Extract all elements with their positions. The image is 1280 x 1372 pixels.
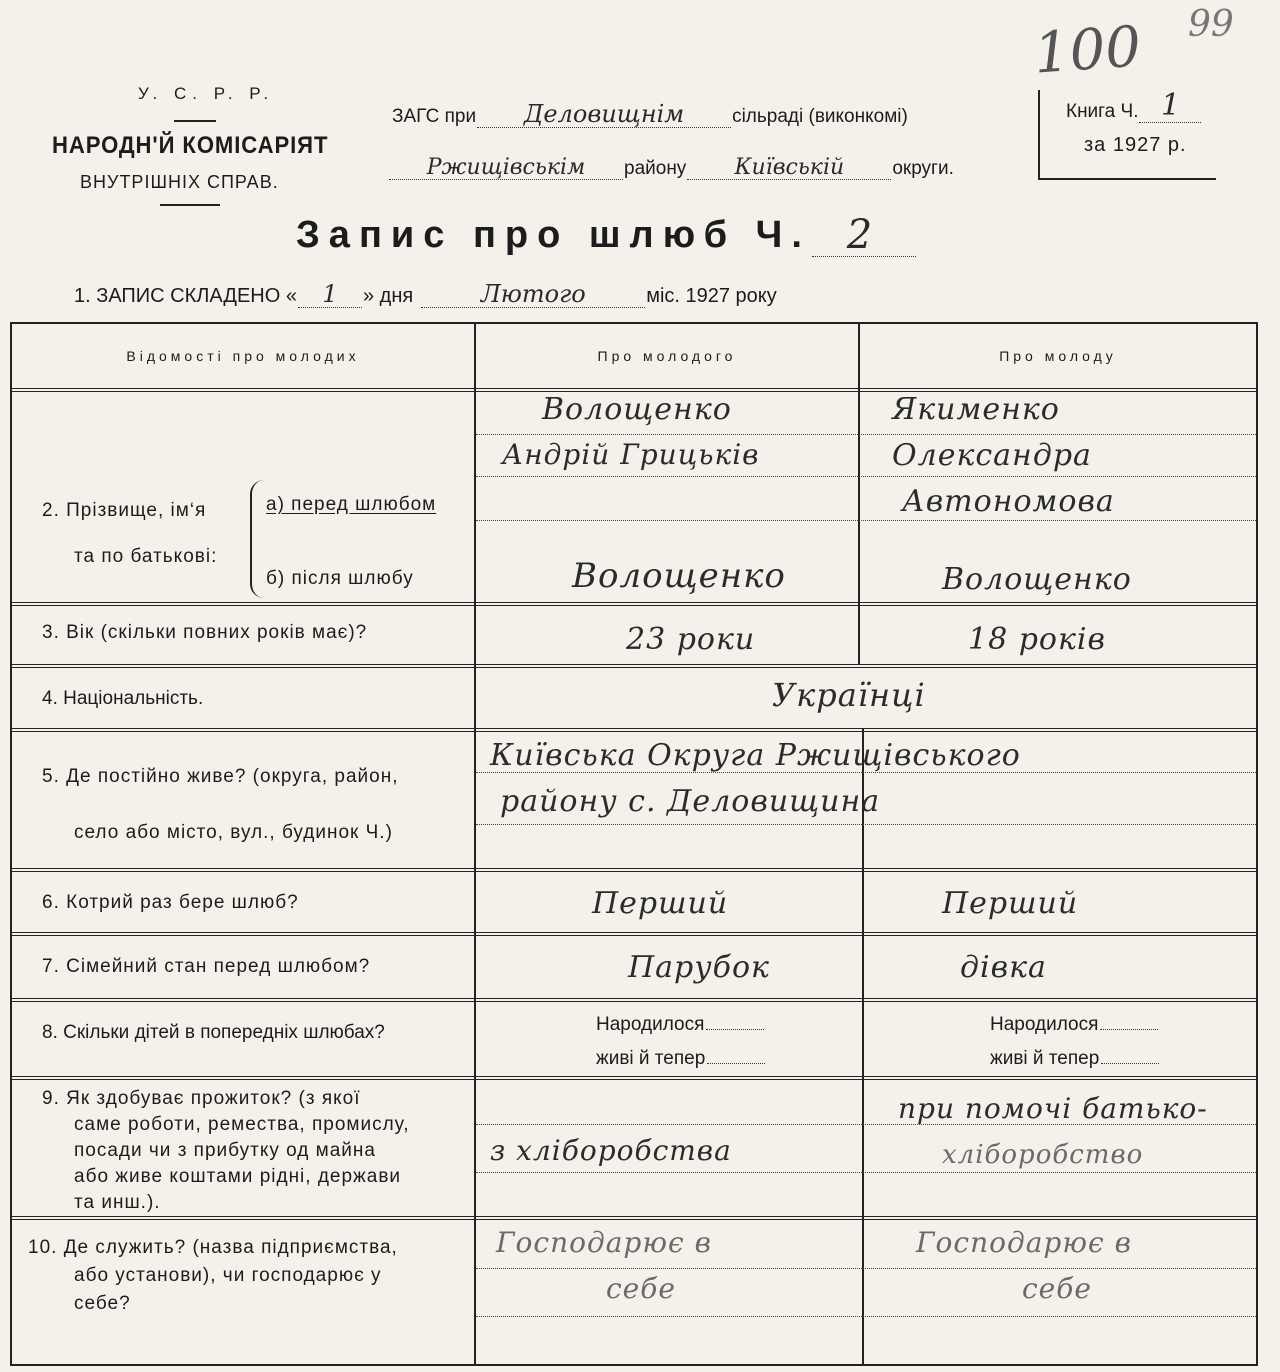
livelihood-label-line: та инш.). — [74, 1192, 161, 1213]
service-label — [28, 1234, 468, 1318]
ussr-header: У. С. Р. Р. — [138, 84, 275, 103]
row-divider — [12, 728, 1256, 732]
bride-service: Господарює в — [916, 1226, 1132, 1259]
okrug-word: округи. — [892, 158, 954, 180]
bride-age: 18 років — [968, 622, 1106, 657]
bride-patronymic: Автономова — [902, 484, 1115, 519]
col-header-info: Відомості про молодих — [126, 348, 360, 364]
district-field: Ржищівськім — [389, 156, 623, 180]
nationality-label: 4. Національність. — [42, 688, 204, 709]
archive-number: 100 — [1031, 14, 1144, 87]
livelihood-label — [42, 1086, 466, 1216]
bride-status: дівка — [960, 950, 1047, 985]
column-divider — [858, 324, 860, 664]
name-brace — [250, 480, 266, 598]
writing-line — [476, 1172, 1256, 1173]
before-marriage-label: а) перед шлюбом — [266, 494, 437, 515]
book-label: Книга Ч. — [1066, 100, 1139, 122]
livelihood-label-line: посади чи з прибутку од майна — [74, 1140, 376, 1161]
zags-line — [392, 102, 908, 128]
groom-children-born-label: Народилося — [596, 1014, 705, 1035]
groom-age: 23 роки — [626, 622, 756, 657]
district-word: району — [624, 158, 687, 180]
row-divider — [12, 998, 1256, 1002]
residence-label: 5. Де постійно живе? (округа, район, — [42, 766, 399, 787]
header-divider — [174, 120, 216, 122]
column-divider — [474, 324, 476, 1364]
bride-children-alive-label: живі й тепер — [990, 1048, 1100, 1070]
composed-prefix: 1. ЗАПИС СКЛАДЕНО « — [74, 285, 297, 308]
livelihood-label-line: 9. Як здобуває прожиток? (з якої — [42, 1088, 361, 1109]
groom-children — [596, 1008, 765, 1076]
header-divider — [160, 204, 220, 206]
bride-marriage-count: Перший — [942, 886, 1079, 921]
marriage-table — [10, 322, 1258, 1366]
writing-line — [476, 1268, 1256, 1269]
name-label: 2. Прізвище, ім‘я — [42, 500, 207, 521]
zags-prefix: ЗАГС при — [392, 106, 477, 128]
book-year: за 1927 р. — [1084, 134, 1187, 156]
livelihood-label-line: або живе коштами рідні, держави — [74, 1166, 402, 1187]
bride-service: себе — [1022, 1272, 1092, 1305]
children-label: 8. Скільки дітей в попередніх шлюбах? — [42, 1022, 385, 1043]
writing-line — [476, 824, 1256, 825]
col-header-bride: Про молоду — [999, 348, 1117, 364]
residence-village: району с. Деловищина — [500, 784, 881, 819]
record-title — [296, 214, 917, 257]
groom-surname-before: Волощенко — [542, 392, 732, 427]
blank-line — [707, 1063, 765, 1064]
marriage-count-label: 6. Котрий раз бере шлюб? — [42, 892, 299, 913]
groom-service: себе — [606, 1272, 676, 1305]
blank-line — [1101, 1063, 1159, 1064]
book-number-field: 1 — [1139, 90, 1201, 123]
col-header-groom: Про молодого — [597, 348, 737, 364]
composed-line — [74, 282, 777, 308]
writing-line — [476, 520, 1256, 521]
bride-surname-before: Якименко — [892, 392, 1060, 427]
district-line — [388, 156, 954, 180]
zags-suffix: сільраді (виконкомі) — [732, 106, 908, 128]
book-line — [1066, 90, 1202, 123]
age-label: 3. Вік (скільки повних років має)? — [42, 622, 368, 643]
groom-livelihood: з хліборобства — [490, 1134, 732, 1167]
composed-day-field: 1 — [298, 282, 362, 308]
record-title-text: Запис про шлюб Ч. — [296, 214, 811, 256]
archive-number-secondary: 99 — [1188, 4, 1234, 45]
service-label-line: або установи), чи господарює у — [74, 1265, 382, 1286]
nationality-value: Українці — [772, 676, 926, 714]
commissariat-title: НАРОДН'Й КОМІСАРІЯТ — [52, 132, 329, 159]
status-label: 7. Сімейний стан перед шлюбом? — [42, 956, 371, 977]
writing-line — [476, 476, 1256, 477]
livelihood-label-line: саме роботи, ремества, промислу, — [74, 1114, 410, 1135]
row-divider — [12, 932, 1256, 936]
row-divider — [12, 868, 1256, 872]
row-divider — [12, 602, 1256, 606]
groom-surname-after: Волощенко — [572, 556, 786, 596]
service-label-line: 10. Де служить? (назва підприємства, — [28, 1237, 398, 1258]
residence-label: село або місто, вул., будинок Ч.) — [74, 822, 393, 843]
composed-month-field: Лютого — [421, 282, 645, 308]
bride-livelihood: при помочі батько- — [898, 1092, 1208, 1125]
village-council-field: Деловищнім — [477, 102, 731, 128]
bride-given-name: Олександра — [892, 438, 1092, 473]
blank-line — [1100, 1029, 1158, 1030]
record-number-field: 2 — [812, 214, 916, 257]
writing-line — [476, 1316, 1256, 1317]
bride-children — [990, 1008, 1159, 1076]
groom-given-names: Андрій Грицьків — [502, 438, 760, 471]
groom-status: Парубок — [628, 950, 770, 985]
bride-children-born-label: Народилося — [990, 1014, 1099, 1035]
composed-suffix: міс. 1927 року — [646, 285, 777, 308]
bride-livelihood: хліборобство — [942, 1140, 1144, 1170]
groom-service: Господарює в — [496, 1226, 712, 1259]
bride-surname-after: Волощенко — [942, 562, 1132, 597]
service-label-line: себе? — [74, 1293, 131, 1314]
okrug-field: Київській — [687, 156, 891, 180]
row-divider — [12, 1076, 1256, 1080]
name-label: та по батькові: — [74, 546, 218, 567]
blank-line — [706, 1029, 764, 1030]
row-divider — [12, 664, 1256, 668]
after-marriage-label: б) після шлюбу — [266, 568, 414, 589]
row-divider — [12, 1216, 1256, 1220]
internal-affairs-title: ВНУТРІШНІХ СПРАВ. — [80, 172, 279, 192]
composed-mid: » дня — [362, 285, 414, 308]
residence-okrug: Київська Округа Ржищівського — [490, 738, 1021, 773]
writing-line — [476, 434, 1256, 435]
groom-children-alive-label: живі й тепер — [596, 1048, 706, 1070]
groom-marriage-count: Перший — [592, 886, 729, 921]
